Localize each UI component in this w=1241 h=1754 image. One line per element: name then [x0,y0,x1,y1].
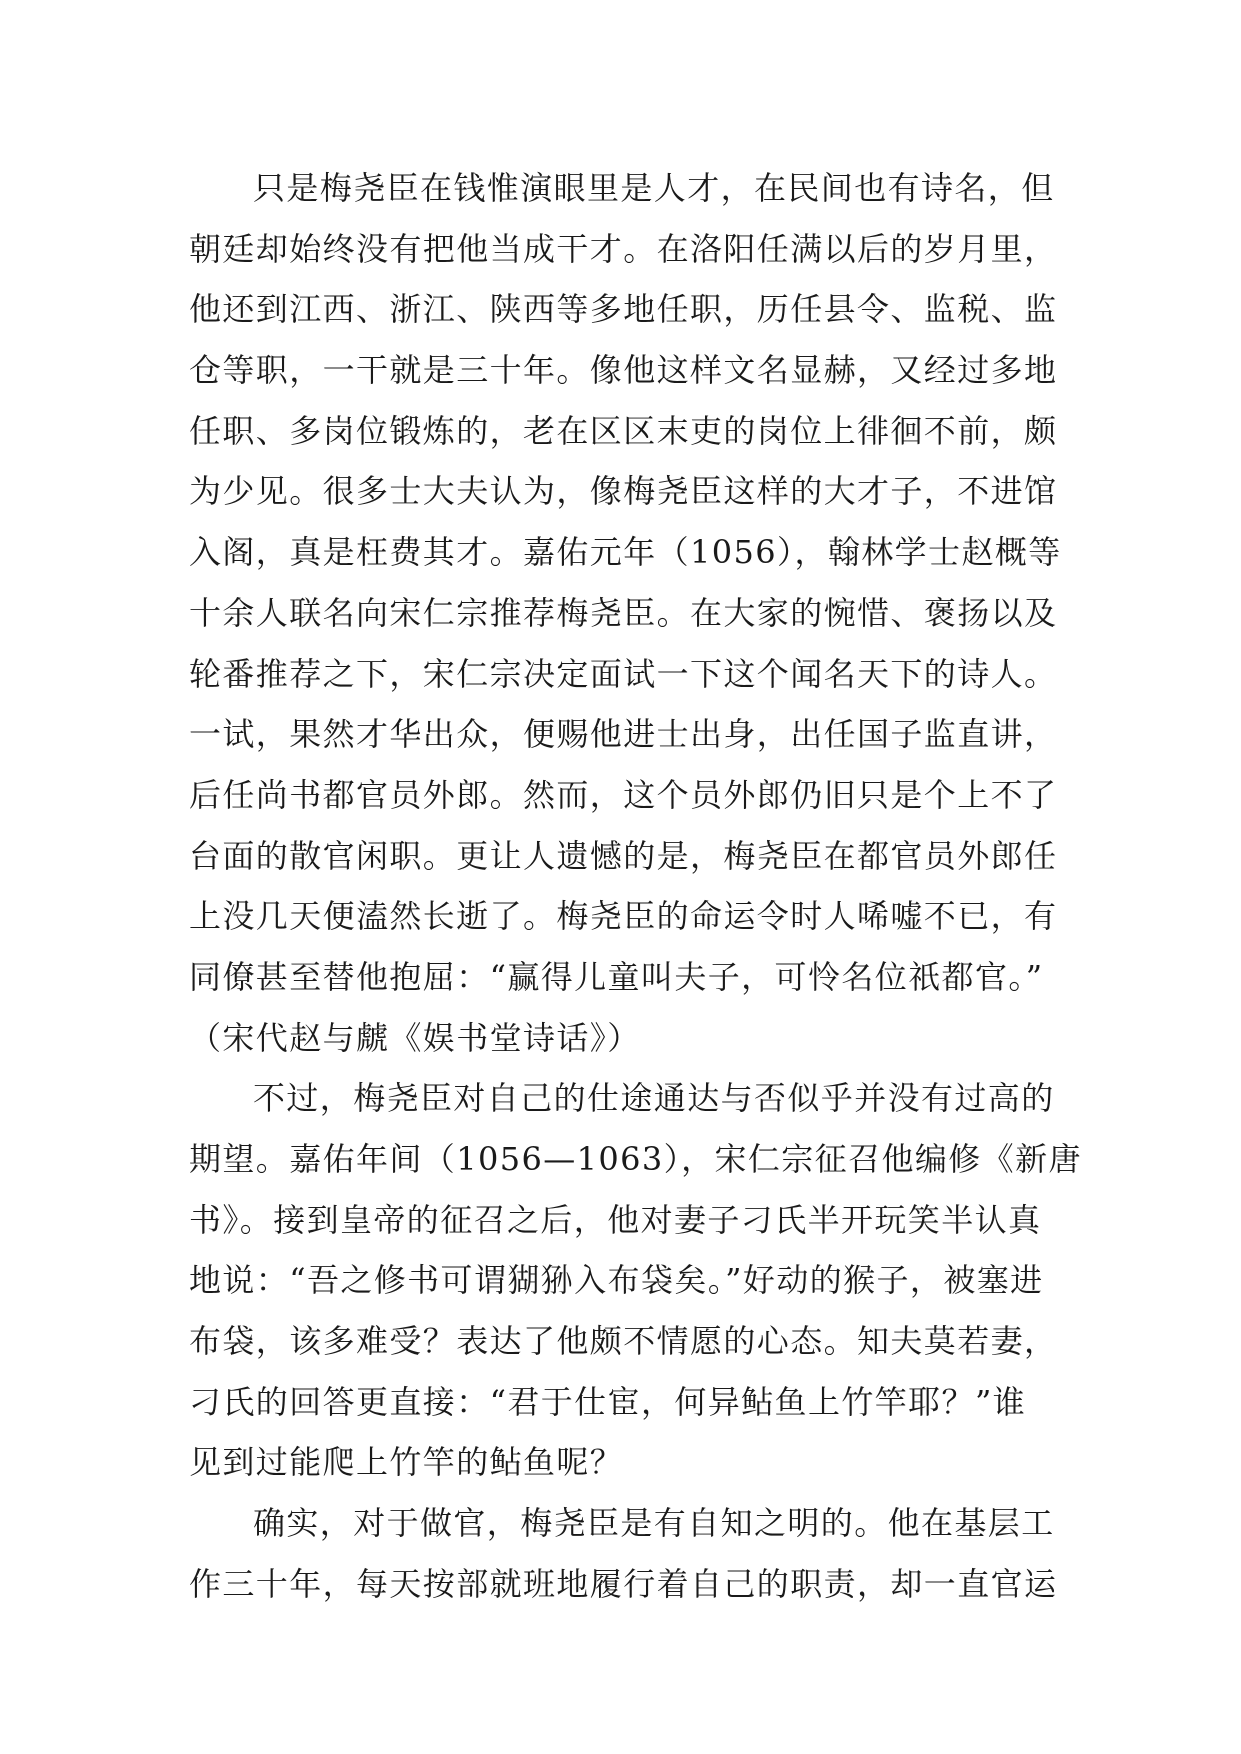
text-line: 朝廷却始终没有把他当成干才。在洛阳任满以后的岁月里， [189,229,1058,268]
text-line: 上没几天便溘然长逝了。梅尧臣的命运令时人唏嘘不已，有 [189,897,1058,936]
text-line: 任职、多岗位锻炼的，老在区区末吏的岗位上徘徊不前，颇 [189,411,1058,450]
text-line: 轮番推荐之下，宋仁宗决定面试一下这个闻名天下的诗人。 [189,654,1058,693]
text-line: 作三十年，每天按部就班地履行着自己的职责，却一直官运 [189,1564,1058,1603]
text-line: 一试，果然才华出众，便赐他进士出身，出任国子监直讲， [189,715,1058,754]
text-line: 台面的散官闲职。更让人遗憾的是，梅尧臣在都官员外郎任 [189,836,1058,875]
text-line: 期望。嘉佑年间（1056—1063），宋仁宗征召他编修《新唐 [189,1140,1082,1178]
text-line: 后任尚书都官员外郎。然而，这个员外郎仍旧只是个上不了 [189,775,1058,814]
text-line: 地说：“吾之修书可谓猢狲入布袋矣。”好动的猴子，被塞进 [189,1261,1044,1300]
text-line: 不过，梅尧臣对自己的仕途通达与否似乎并没有过高的 [253,1079,1055,1118]
text-line: （宋代赵与虤《娱书堂诗话》） [189,1018,641,1057]
text-line: 为少见。很多士大夫认为，像梅尧臣这样的大才子，不进馆 [189,472,1058,511]
text-line: 刁氏的回答更直接：“君于仕宦，何异鲇鱼上竹竿耶？”谁 [189,1382,1027,1421]
text-line: 书》。接到皇帝的征召之后，他对妻子刁氏半开玩笑半认真 [189,1200,1042,1239]
text-line: 他还到江西、浙江、陕西等多地任职，历任县令、监税、监 [189,290,1058,329]
body-text [189,158,1082,1615]
text-line: 入阁，真是枉费其才。嘉佑元年（1056），翰林学士赵概等 [189,533,1062,572]
text-line: 见到过能爬上竹竿的鲇鱼呢？ [189,1443,624,1482]
text-line: 仓等职，一干就是三十年。像他这样文名显赫，又经过多地 [189,351,1058,390]
text-line: 只是梅尧臣在钱惟演眼里是人才，在民间也有诗名，但 [253,169,1055,207]
text-line: 确实，对于做官，梅尧臣是有自知之明的。他在基层工 [253,1504,1055,1543]
text-line: 布袋，该多难受？表达了他颇不情愿的心态。知夫莫若妻， [189,1322,1058,1361]
text-line: 同僚甚至替他抱屈：“赢得儿童叫夫子，可怜名位祇都官。” [189,957,1044,996]
text-line: 十余人联名向宋仁宗推荐梅尧臣。在大家的惋惜、褒扬以及 [189,593,1058,632]
